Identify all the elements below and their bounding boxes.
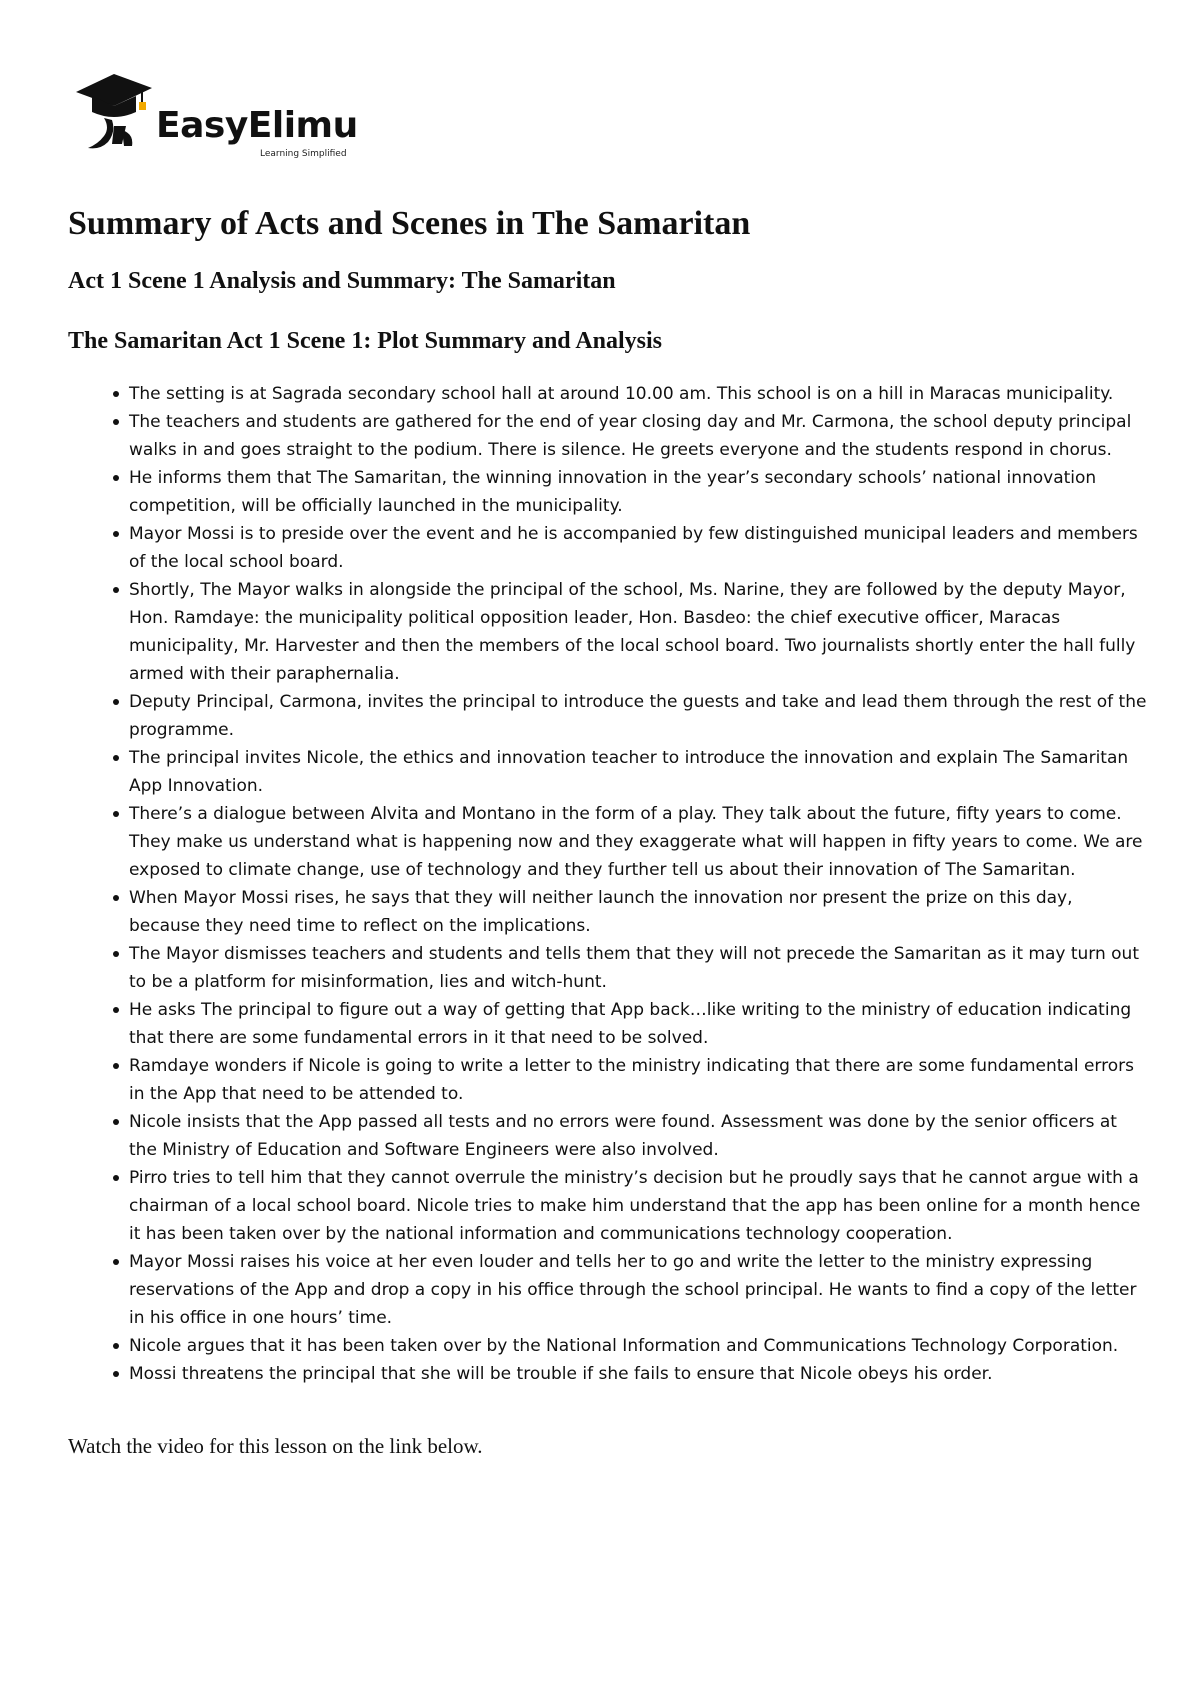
list-item-text: He asks The principal to figure out a way of getting that App back…like writing to the ministry of education indicating that there are some fundamental errors in it that need to be solved. — [129, 1000, 1132, 1048]
list-item — [129, 884, 1148, 940]
list-item — [129, 800, 1148, 884]
bullet-icon — [113, 1063, 119, 1069]
bullet-icon — [113, 1007, 119, 1013]
list-item-text: Pirro tries to tell him that they cannot overrule the ministry’s decision but he proudly says that he cannot argue with a chairman of a local school board. Nicole tries to make him understand that the app has been online for a month hence it has been taken over by the national information and communications technology cooperation. — [129, 1168, 1141, 1244]
list-item — [129, 520, 1148, 576]
list-item-text: Mayor Mossi is to preside over the event and he is accompanied by few distinguished municipal leaders and members of the local school board. — [129, 524, 1138, 572]
list-item — [129, 1360, 1148, 1388]
bullet-icon — [113, 755, 119, 761]
section-heading: The Samaritan Act 1 Scene 1: Plot Summary and Analysis — [68, 328, 663, 354]
list-item-text: Nicole argues that it has been taken over by the National Information and Communications Technology Corporation. — [129, 1336, 1119, 1356]
list-item-text: Ramdaye wonders if Nicole is going to write a letter to the ministry indicating that there are some fundamental errors in the App that need to be attended to. — [129, 1056, 1134, 1104]
list-item-text: The Mayor dismisses teachers and students and tells them that they will not precede the Samaritan as it may turn out to be a platform for misinformation, lies and witch-hunt. — [129, 944, 1139, 992]
list-item — [129, 408, 1148, 464]
bullet-icon — [113, 811, 119, 817]
bullet-icon — [113, 475, 119, 481]
video-link-note: Watch the video for this lesson on the link below. — [68, 1434, 483, 1458]
list-item — [129, 744, 1148, 800]
bullet-icon — [113, 1371, 119, 1377]
list-item — [129, 1164, 1148, 1248]
bullet-icon — [113, 531, 119, 537]
list-item — [129, 1248, 1148, 1332]
list-item — [129, 1332, 1148, 1360]
easyelimu-logo — [74, 70, 384, 170]
list-item-text: He informs them that The Samaritan, the winning innovation in the year’s secondary schools’ national innovation competition, will be officially launched in the municipality. — [129, 468, 1097, 516]
list-item — [129, 576, 1148, 688]
list-item — [129, 464, 1148, 520]
list-item — [129, 380, 1148, 408]
bullet-icon — [113, 1119, 119, 1125]
list-item-text: The setting is at Sagrada secondary school hall at around 10.00 am. This school is on a hill in Maracas municipality. — [129, 384, 1114, 404]
list-item-text: The principal invites Nicole, the ethics and innovation teacher to introduce the innovation and explain The Samaritan App Innovation. — [129, 748, 1129, 796]
list-item-text: Nicole insists that the App passed all tests and no errors were found. Assessment was done by the senior officers at the Ministry of Education and Software Engineers were also involved. — [129, 1112, 1117, 1160]
bullet-icon — [113, 951, 119, 957]
list-item — [129, 940, 1148, 996]
page-subtitle: Act 1 Scene 1 Analysis and Summary: The Samaritan — [68, 268, 616, 294]
bullet-icon — [113, 419, 119, 425]
bullet-icon — [113, 895, 119, 901]
bullet-icon — [113, 1259, 119, 1265]
graduation-cap-icon — [74, 70, 160, 154]
page-title: Summary of Acts and Scenes in The Samaritan — [68, 205, 751, 242]
bullet-icon — [113, 1343, 119, 1349]
bullet-icon — [113, 587, 119, 593]
list-item — [129, 1108, 1148, 1164]
list-item-text: When Mayor Mossi rises, he says that they will neither launch the innovation nor present the prize on this day, because they need time to reflect on the implications. — [129, 888, 1073, 936]
list-item — [129, 996, 1148, 1052]
list-item-text: The teachers and students are gathered for the end of year closing day and Mr. Carmona, the school deputy principal walks in and goes straight to the podium. There is silence. He greets everyone and the students respond in chorus. — [129, 412, 1132, 460]
list-item-text: Shortly, The Mayor walks in alongside the principal of the school, Ms. Narine, they are followed by the deputy Mayor, Hon. Ramdaye: the municipality political opposition leader, Hon. Basdeo: the chief executive officer, Maracas municipality, Mr. Harvester and then the members of the local school board. Two journalists shortly enter the hall fully armed with their paraphernalia. — [129, 580, 1136, 684]
logo-tagline: Learning Simplified — [260, 149, 347, 159]
list-item-text: Mayor Mossi raises his voice at her even louder and tells her to go and write the letter to the ministry expressing reservations of the App and drop a copy in his office through the school principal. He wants to find a copy of the letter in his office in one hours’ time. — [129, 1252, 1137, 1328]
list-item — [129, 688, 1148, 744]
logo-wordmark: EasyElimu — [156, 105, 358, 146]
bullet-icon — [113, 391, 119, 397]
bullet-icon — [113, 699, 119, 705]
list-item-text: There’s a dialogue between Alvita and Montano in the form of a play. They talk about the future, fifty years to come. They make us understand what is happening now and they exaggerate what will happen in fifty years to come. We are exposed to climate change, use of technology and they further tell us about their innovation of The Samaritan. — [129, 804, 1143, 880]
list-item-text: Deputy Principal, Carmona, invites the principal to introduce the guests and take and lead them through the rest of the programme. — [129, 692, 1147, 740]
summary-list — [68, 380, 1148, 1388]
list-item — [129, 1052, 1148, 1108]
main-content — [68, 204, 1148, 1460]
bullet-icon — [113, 1175, 119, 1181]
list-item-text: Mossi threatens the principal that she will be trouble if she fails to ensure that Nicole obeys his order. — [129, 1364, 993, 1384]
